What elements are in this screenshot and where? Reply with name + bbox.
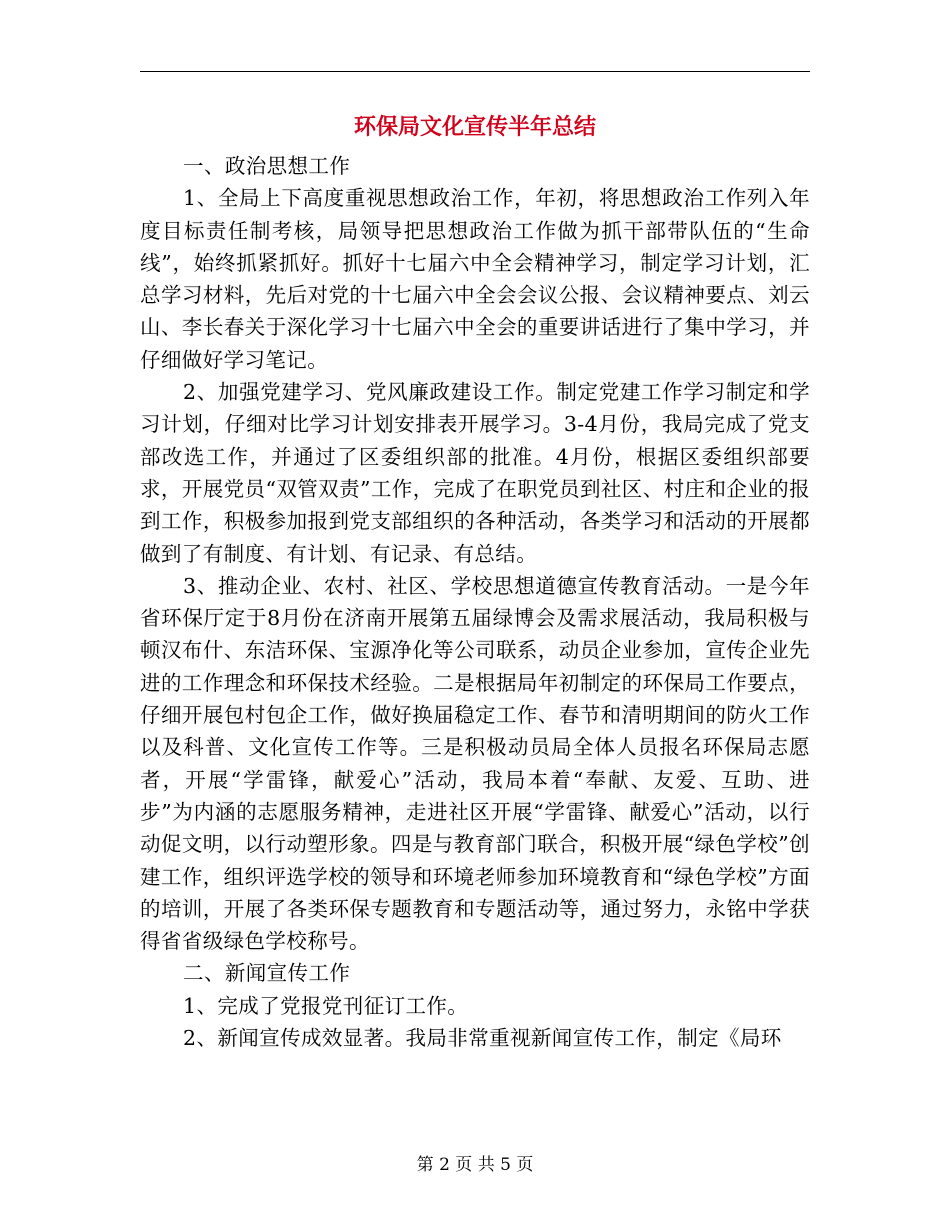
- section-heading-news: 二、新闻宣传工作: [183, 961, 351, 986]
- paragraph-news-2: 2、新闻宣传成效显著。我局非常重视新闻宣传工作，制定《局环: [183, 1026, 782, 1051]
- page-footer: 第 2 页 共 5 页: [416, 1155, 534, 1175]
- paragraph-news-1: 1、完成了党报党刊征订工作。: [183, 993, 469, 1018]
- section-heading-political: 一、政治思想工作: [183, 154, 351, 178]
- paragraph-item-2: 2、加强党建学习、党风廉政建设工作。制定党建工作学习制定和学习计划，仔细对比学习计划安排表开展学习。3-4月份，我局完成了党支部改选工作，并通过了区委组织部的批准。4月份，根据区委组织部要求，开展党员“双管双责”工作，完成了在职党员到社区、村庄和企业的报到工作，积极参加报到党支部组织的各种活动，各类学习和活动的开展都做到了有制度、有计划、有记录、有总结。: [140, 380, 810, 566]
- header-rule: [140, 71, 810, 72]
- paragraph-item-3: 3、推动企业、农村、社区、学校思想道德宣传教育活动。一是今年省环保厅定于8月份在济南开展第五届绿博会及需求展活动，我局积极与顿汉布什、东洁环保、宝源净化等公司联系，动员企业参加，宣传企业先进的工作理念和环保技术经验。二是根据局年初制定的环保局工作要点，仔细开展包村包企工作，做好换届稳定工作、春节和清明期间的防火工作以及科普、文化宣传工作等。三是积极动员局全体人员报名环保局志愿者，开展“学雷锋，献爱心”活动，我局本着“奉献、友爱、互助、进步”为内涵的志愿服务精神，走进社区开展“学雷锋、献爱心”活动，以行动促文明，以行动塑形象。四是与教育部门联合，积极开展“绿色学校”创建工作，组织评选学校的领导和环境老师参加环境教育和“绿色学校”方面的培训，开展了各类环保专题教育和专题活动等，通过努力，永铭中学获得省省级绿色学校称号。: [140, 573, 810, 954]
- paragraph-item-1: 1、全局上下高度重视思想政治工作，年初，将思想政治工作列入年度目标责任制考核，局领导把思想政治工作做为抓干部带队伍的“生命线”，始终抓紧抓好。抓好十七届六中全会精神学习，制定学习计划，汇总学习材料，先后对党的十七届六中全会会议公报、会议精神要点、刘云山、李长春关于深化学习十七届六中全会的重要讲话进行了集中学习，并仔细做好学习笔记。: [140, 186, 810, 372]
- document-body: [140, 150, 810, 1054]
- document-title: 环保局文化宣传半年总结: [353, 114, 596, 140]
